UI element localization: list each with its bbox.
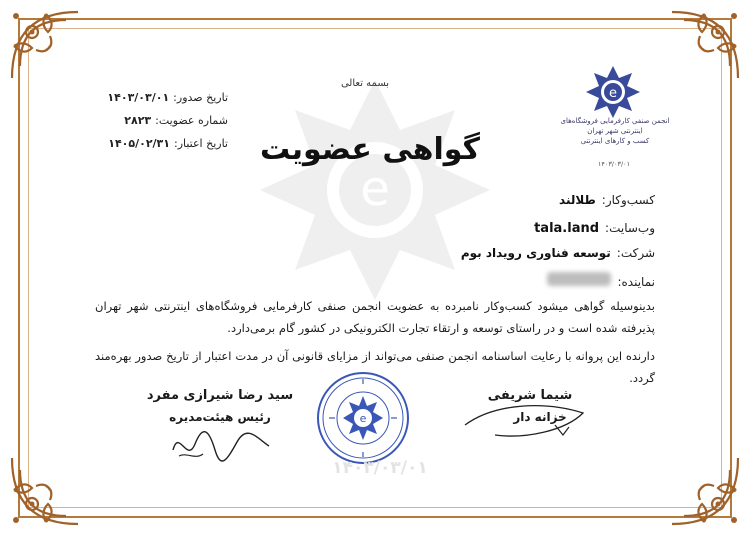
- association-logo: [576, 64, 650, 124]
- company-value: توسعه فناوری رویداد بوم: [460, 246, 611, 260]
- company-field: [461, 246, 655, 260]
- treasurer-signature: [455, 395, 595, 445]
- website-value: tala.land: [534, 221, 600, 236]
- treasurer-role: خزانه دار: [513, 410, 567, 424]
- certificate-title: گواهی عضویت: [259, 132, 481, 167]
- bismillah-heading: بسمه تعالی: [340, 78, 390, 89]
- association-seal: [315, 370, 411, 466]
- corner-ornament-top-right: [666, 6, 744, 84]
- business-label: کسب‌وکار:: [601, 193, 655, 207]
- company-label: شرکت:: [616, 246, 655, 260]
- treasurer-name: شیما شریفی: [487, 388, 573, 403]
- expiry-date-row: [78, 132, 228, 155]
- membership-number-label: شماره عضویت:: [155, 114, 228, 127]
- issue-date-label: تاریخ صدور:: [173, 91, 228, 104]
- chairman-signature: [165, 420, 275, 465]
- representative-label: نماینده:: [617, 275, 655, 289]
- business-field: [559, 193, 655, 207]
- svg-text:e: e: [609, 86, 617, 101]
- body-paragraph-1: بدینوسیله گواهی میشود کسب‌وکار نامبرده به عضویت انجمن صنفی کارفرمایی فروشگاه‌های اینترنتی شهر تهران پذیرفته شده است و در راستای توسعه و ارتقاء تجارت الکترونیکی در کشور گام برمی‌دارد.: [95, 299, 655, 335]
- chairman-role: رئیس هیئت‌مدیره: [169, 410, 271, 424]
- expiry-date-value: ۱۴۰۵/۰۲/۳۱: [108, 137, 170, 150]
- logo-caption: [560, 116, 670, 146]
- issue-date-value: ۱۴۰۳/۰۳/۰۱: [107, 91, 170, 104]
- corner-ornament-bottom-right: [666, 452, 744, 530]
- corner-ornament-bottom-left: [6, 452, 84, 530]
- website-field: [534, 221, 655, 236]
- logo-date: ۱۴۰۳/۰۳/۰۱: [597, 160, 631, 168]
- logo-caption-title: انجمن صنفی کارفرمایی فروشگاه‌های اینترنتی شهر تهران: [560, 117, 670, 135]
- faint-date-watermark: ۱۴۰۳/۰۳/۰۱: [332, 458, 428, 478]
- logo-caption-subtitle: کسب و کارهای اینترنتی: [580, 137, 650, 145]
- expiry-date-label: تاریخ اعتبار:: [173, 137, 228, 150]
- svg-text:e: e: [360, 161, 390, 217]
- watermark-emblem: [250, 70, 500, 310]
- body-paragraph-2: دارنده این پروانه با رعایت اساسنامه انجمن صنفی می‌تواند از مزایای قانونی آن در مدت اعتبار از تاریخ صدور بهره‌مند گردد.: [95, 349, 655, 385]
- membership-number-value: ۲۸۲۳: [124, 114, 152, 127]
- representative-field: [547, 272, 655, 289]
- representative-redacted-value: [547, 272, 611, 286]
- business-value: طلالند: [559, 193, 596, 207]
- website-label: وب‌سایت:: [605, 221, 655, 235]
- chairman-name: سید رضا شیرازی مفرد: [146, 388, 294, 403]
- corner-ornament-top-left: [6, 6, 84, 84]
- membership-number-row: [78, 109, 228, 132]
- issue-date-row: [78, 86, 228, 109]
- certificate-meta: [78, 86, 228, 155]
- svg-text:e: e: [359, 412, 367, 425]
